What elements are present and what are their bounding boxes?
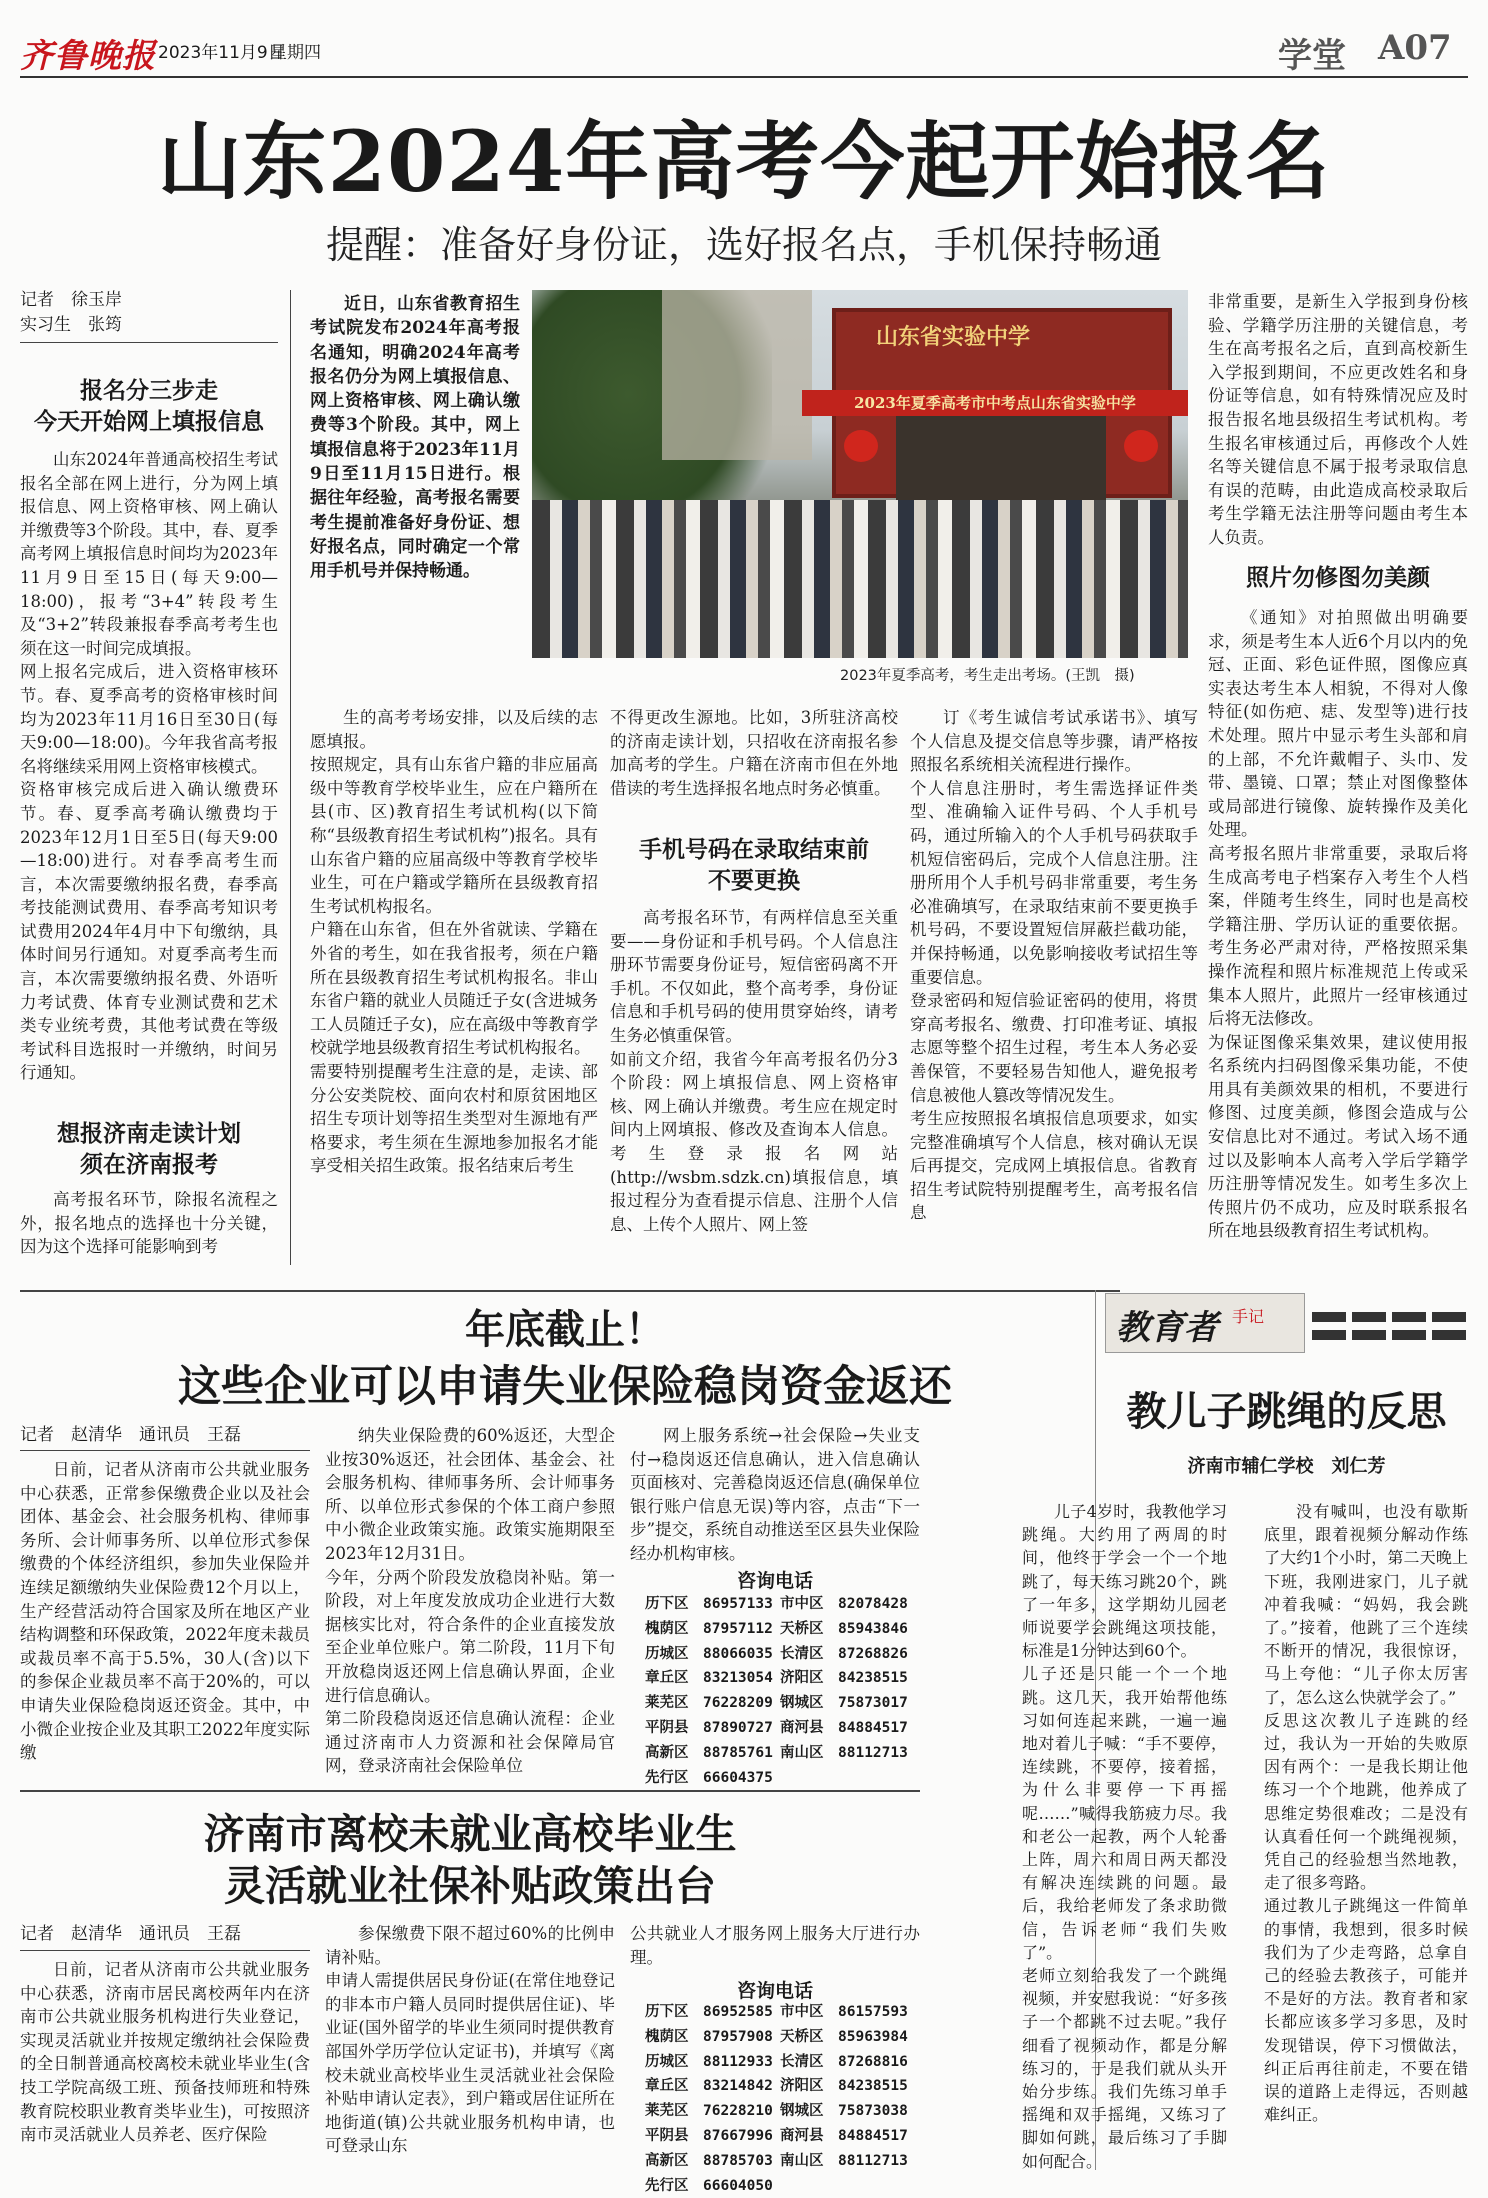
article-column-3b: 高考报名环节，有两样信息至关重要——身份证和手机号码。个人信息注册环节需要身份证号，短信密码离不开手机。不仅如此，整个高考季，身份证信息和手机号码的使用贯穿始终，请考生务必慎重保管。 如前文介绍，我省今年高考报名仍分3个阶段：网上填报信息、网上资格审核、网上确认并缴费。考生应在规定时间内上网填报、修改及查询本人信息。考生登录报名网站(http://wsbm.sdzk.cn)填报信息，填报过程分为查看提示信息、注册个人信息、上传个人照片、网上签: [610, 908, 898, 1234]
phone-row: [645, 2000, 915, 2025]
phone-entry: 市中区 86157593: [780, 2004, 908, 2020]
photo-lantern-right: [1124, 430, 1158, 462]
phone-row: [645, 1617, 915, 1642]
phone-row: [645, 2099, 915, 2124]
phone-entry: 天桥区 85963984: [780, 2028, 908, 2045]
column-logo-stripes: [1312, 1312, 1468, 1322]
photo-banner: 2023年夏季高考市中考点山东省实验中学: [802, 390, 1188, 416]
phone-entry: 南山区 88112713: [780, 1744, 908, 1761]
article-column-4: 订《考生诚信考试承诺书》、填写个人信息及提交信息等步骤，请严格按照报名系统相关流程进行操作。 个人信息注册时，考生需选择证件类型、准确输入证件号码、个人手机号码，通过所输入的个人手机号码获取手机短信密码后，完成个人信息注册。注册所用个人手机号码非常重要，考生务必准确填写，在录取结束前不要更换手机号码，不要设置短信屏蔽拦截功能，并保持畅通，以免影响接收考试招生等重要信息。 登录密码和短信验证密码的使用，将贯穿高考报名、缴费、打印准考证、填报志愿等整个招生过程，考生本人务必妥善保管，不要轻易告知他人，避免报考信息被他人篡改等情况发生。 考生应按照报名填报信息项要求，如实完整准确填写个人信息，核对确认无误后再提交，完成网上填报信息。省教育招生考试院特别提醒考生，高考报名信息: [910, 708, 1198, 1223]
headline: 山东2024年高考今起开始报名: [157, 112, 1331, 211]
photo-gate-name: 山东省实验中学: [876, 324, 1031, 350]
phone-entry: 高新区 88785761: [645, 1744, 773, 1761]
column-logo-box: [1105, 1293, 1305, 1353]
article-column-3: 不得更改生源地。比如，3所驻济高校的济南走读计划，只招收在济南报名参加高考的学生。户籍在济南市但在外地借读的考生选择报名地点时务必慎重。: [610, 708, 898, 798]
byline-2: 记者 赵清华 通讯员 王磊: [20, 1425, 241, 1445]
phone-entry: 天桥区 85943846: [780, 1620, 908, 1637]
header-rule: [20, 76, 1468, 78]
phone-row: [645, 1716, 915, 1741]
essay-column-1: 儿子4岁时，我教他学习跳绳。大约用了两周的时间，他终于学会一个一个地跳了，每天练习跳20个，跳了一年多，这学期幼儿园老师说要学会跳绳这项技能，标准是1分钟达到60个。 儿子还是只能一个一个地跳。这几天，我开始帮他练习如何连起来跳，一遍一遍地对着儿子喊：“手不要停，连续跳，不要停，接着摇，为什么非要停一下再摇呢……”喊得我筋疲力尽。我和老公一起教，两个人轮番上阵，周六和周日两天都没有解决连续跳的问题。最后，我给老师发了条求助微信，告诉老师“我们失败了”。 老师立刻给我发了一个跳绳视频，并安慰我说：“好多孩子一个都跳不过去呢。”我仔细看了视频动作，都是分解练习的，于是我们就从头开始分步练。我们先练习单手摇绳和双手摇绳，又练习了脚如何跳，最后练习了手脚如何配合。: [1022, 1502, 1227, 2171]
phone-row: [645, 1666, 915, 1691]
phone-entry: 历下区 86952585: [645, 2004, 773, 2020]
phone-entry: [780, 2174, 915, 2198]
phone-row: [645, 1741, 915, 1766]
a3-column-3: 公共就业人才服务网上服务大厅进行办理。: [630, 1924, 920, 1967]
phone-entry: 历下区 86957133: [645, 1596, 773, 1612]
phone-entry: 历城区 88066035: [645, 1645, 773, 1662]
a2-column-1: 日前，记者从济南市公共就业服务中心获悉，正常参保缴费企业以及社会团体、基金会、社会服务机构、律师事务所、会计师事务所、以单位形式参保缴费的个体经济组织，参加失业保险并连续足额缴纳失业保险费12个月以上，生产经营活动符合国家及所在地区产业结构调整和环保政策，2022年度未裁员或裁员率不高于5.5%，30人(含)以下的参保企业裁员率不高于20%的，可以申请失业保险稳岗返还资金。其中，中小微企业按企业及其职工2022年度实际缴: [20, 1460, 310, 1763]
page-number: A07: [1378, 28, 1452, 68]
phone-row: [645, 2174, 915, 2198]
headline-3-line1: 济南市离校未就业高校毕业生: [203, 1810, 737, 1858]
byline-reporter: 记者 徐玉岸: [20, 290, 122, 310]
headline-2-kicker: 年底截止！: [465, 1306, 665, 1353]
a3-phone-title: 咨询电话: [736, 1980, 813, 2002]
article-column-5b: 《通知》对拍照做出明确要求，须是考生本人近6个月以内的免冠、正面、彩色证件照，图像应真实表达考生本人相貌，不得对人像特征(如伤疤、痣、发型等)进行技术处理。照片中显示考生头部和肩的上部，不允许戴帽子、头巾、发带、墨镜、口罩；禁止对图像整体或局部进行镜像、旋转操作及美化处理。 高考报名照片非常重要，录取后将生成高考电子档案存入考生个人档案，伴随考生终生，同时也是高校学籍注册、学历认证的重要依据。考生务必严肃对待，严格按照采集操作流程和照片标准规范上传或采集本人照片，此照片一经审核通过后将无法修改。 为保证图像采集效果，建议使用报名系统内扫码图像采集功能，不使用具有美颜效果的相机，不要进行修图、过度美颜，修图会造成与公安信息比对不通过。考试入场不通过以及影响本人高考入学后学籍学历注册等情况发生。如考生多次上传照片仍不成功，应及时联系报名所在地县级教育招生考试机构。: [1208, 608, 1468, 1241]
phone-entry: 高新区 88785703: [645, 2152, 773, 2169]
masthead-logo: 齐鲁晚报: [20, 36, 156, 75]
phone-row: [645, 2124, 915, 2149]
phone-entry: 钢城区 75873038: [780, 2103, 908, 2120]
subhead-phone: 手机号码在录取结束前 不要更换: [639, 836, 869, 894]
byline-2-rule: [20, 1450, 310, 1451]
headline-3-line2: 灵活就业社保补贴政策出台: [224, 1862, 716, 1910]
phone-entry: 济阳区 84238515: [780, 1670, 908, 1687]
photo-crowd: [532, 500, 1188, 658]
column-logo-suffix: 手记: [1232, 1307, 1265, 1326]
article-column-2: 生的高考考场安排，以及后续的志愿填报。 按照规定，具有山东省户籍的非应届高级中等教育学校毕业生，应在户籍所在县(市、区)教育招生考试机构(以下简称“县级教育招生考试机构”)报名。具有山东省户籍的应届高级中等教育学校毕业生，可在户籍或学籍所在县级教育招生考试机构报名。 户籍在山东省，但在外省就读、学籍在外省的考生，如在我省报考，须在户籍所在县级教育招生考试机构报名。非山东省户籍的就业人员随迁子女(含进城务工人员随迁子女)，应在高级中等教育学校就学地县级教育招生考试机构报名。 需要特别提醒考生注意的是，走读、部分公安类院校、面向农村和原贫困地区招生专项计划等招生类型对生源地有严格要求，考生须在生源地参加报名才能享受相关招生政策。报名结束后考生: [310, 708, 598, 1176]
phone-row: [645, 1642, 915, 1667]
a2-phone-title: 咨询电话: [736, 1570, 813, 1592]
phone-row: [645, 1691, 915, 1716]
phone-entry: 槐荫区 87957112: [645, 1620, 773, 1637]
phone-entry: 莱芜区 76228210: [645, 2103, 773, 2120]
byline-rule: [20, 342, 278, 343]
a2-column-3: 网上服务系统→社会保险→失业支付→稳岗返还信息确认，进入信息确认页面核对、完善稳岗返还信息(确保单位银行账户信息无误)等内容，点击“下一步”提交，系统自动推送至区县失业保险经办机构审核。: [630, 1426, 920, 1563]
phone-entry: 槐荫区 87957908: [645, 2028, 773, 2045]
column-divider: [290, 290, 291, 1265]
article-divider: [20, 1290, 1120, 1292]
exam-photo: [532, 290, 1188, 658]
phone-entry: 钢城区 75873017: [780, 1695, 908, 1712]
phone-row: [645, 2050, 915, 2075]
phone-entry: 济阳区 84238515: [780, 2078, 908, 2095]
a2-column-2: 纳失业保险费的60%返还，大型企业按30%返还，社会团体、基金会、社会服务机构、律师事务所、会计师事务所、以单位形式参保的个体工商户参照中小微企业政策实施。政策实施期限至2023年12月31日。 今年，分两个阶段发放稳岗补贴。第一阶段，对上年度发放成功企业进行大数据核实比对，符合条件的企业直接发放至企业单位账户。第二阶段，11月下旬开放稳岗返还网上信息确认界面，企业进行信息确认。 第二阶段稳岗返还信息确认流程：企业通过济南市人力资源和社会保障局官网，登录济南社会保险单位: [325, 1426, 615, 1776]
a2-phone-table: [645, 1592, 915, 1790]
a3-phone-table: [645, 2000, 915, 2198]
phone-entry: 长清区 87268816: [780, 2053, 908, 2070]
column-logo-text: 教育者: [1116, 1308, 1218, 1348]
a3-column-2: 参保缴费下限不超过60%的比例申请补贴。 申请人需提供居民身份证(在常住地登记的非本市户籍人员同时提供居住证)、毕业证(国外留学的毕业生须同时提供教育部国外学历学位认定证书)，并填写《离校未就业高校毕业生灵活就业社会保险补贴申请认定表》，到户籍或居住证所在地街道(镇)公共就业服务机构申请，也可登录山东: [325, 1924, 615, 2156]
phone-row: [645, 2149, 915, 2174]
phone-row: [645, 2074, 915, 2099]
phone-entry: 平阴县 87667996: [645, 2127, 773, 2144]
issue-date: 2023年11月9日: [158, 43, 285, 63]
phone-entry: 历城区 88112933: [645, 2053, 773, 2070]
phone-entry: 南山区 88112713: [780, 2152, 908, 2169]
phone-entry: 莱芜区 76228209: [645, 1695, 773, 1712]
phone-entry: 先行区 66604050: [645, 2177, 773, 2194]
phone-row: [645, 1766, 915, 1791]
lead-paragraph: 近日，山东省教育招生考试院发布2024年高考报名通知，明确2024年高考报名仍分为网上填报信息、网上资格审核、网上确认缴费等3个阶段。其中，网上填报信息将于2023年11月9日至11月15日进行。根据往年经验，高考报名需要考生提前准备好身份证、想好报名点，同时确定一个常用手机号并保持畅通。: [310, 294, 520, 582]
photo-caption: 2023年夏季高考，考生走出考场。(王凯 摄): [840, 668, 1135, 684]
essay-column-2: 没有喊叫，也没有歇斯底里，跟着视频分解动作练了大约1个小时，第二天晚上下班，我刚进家门，儿子就冲着我喊：“妈妈，我会跳了。”接着，他跳了三个连续不断开的情况，我很惊讶，马上夸他：“儿子你太厉害了，怎么这么快就学会了。” 反思这次教儿子连跳的经过，我认为一开始的失败原因有两个：一是我长期让他练习一个个地跳，他养成了思维定势很难改；二是没有认真看任何一个跳绳视频，凭自己的经验想当然地教，走了很多弯路。 通过教儿子跳绳这一件简单的事情，我想到，很多时候我们为了少走弯路，总拿自己的经验去教孩子，可能并不是好的方法。教育者和家长都应该多学习多思，及时发现错误，停下习惯做法，纠正后再往前走，不要在错误的道路上走得远，否则越难纠正。: [1264, 1502, 1468, 2125]
column-logo-stripes-2: [1312, 1330, 1468, 1340]
issue-weekday: 星期四: [270, 43, 321, 63]
byline-3-rule: [20, 1950, 310, 1951]
phone-entry: 商河县 84884517: [780, 2127, 908, 2144]
essay-author: 济南市辅仁学校 刘仁芳: [1187, 1456, 1386, 1477]
phone-row: [645, 1592, 915, 1617]
photo-gate-opening: [896, 402, 1106, 502]
subhead-jinan-commute: 想报济南走读计划 须在济南报考: [57, 1120, 241, 1178]
byline-intern: 实习生 张筠: [20, 315, 122, 335]
photo-building: [662, 290, 812, 460]
phone-entry: 先行区 66604375: [645, 1769, 773, 1786]
essay-title: 教儿子跳绳的反思: [1126, 1388, 1447, 1435]
phone-entry: [780, 1766, 915, 1791]
phone-row: [645, 2025, 915, 2050]
article-column-1: 山东2024年普通高校招生考试报名全部在网上进行，分为网上填报信息、网上资格审核、网上确认并缴费等3个阶段。其中，春、夏季高考网上填报信息时间均为2023年11月9日至15日(每天9:00—18:00)，报考“3+4”转段考生及“3+2”转段兼报春季高考考生也须在这一时间完成填报。 网上报名完成后，进入资格审核环节。春、夏季高考的资格审核时间均为2023年11月16日至30日(每天9:00—18:00)。今年我省高考报名将继续采用网上资格审核模式。 资格审核完成后进入确认缴费环节。春、夏季高考确认缴费均于2023年12月1日至5日(每天9:00—18:00)进行。对春季高考生而言，本次需要缴纳报名费，春季高考技能测试费用、春季高考知识考试费用2024年4月中下旬缴纳，具体时间另行通知。对夏季高考生而言，本次需要缴纳报名费、外语听力考试费、体育专业测试费和艺术类专业统考费，其他考试费在等级考试科目选报时一并缴纳，时间另行通知。: [20, 450, 278, 1083]
phone-entry: 市中区 82078428: [780, 1596, 908, 1612]
photo-lantern-left: [844, 430, 878, 462]
headline-2: 这些企业可以申请失业保险稳岗资金返还: [178, 1362, 952, 1412]
a3-column-1: 日前，记者从济南市公共就业服务中心获悉，济南市居民离校两年内在济南市公共就业服务机构进行失业登记，实现灵活就业并按规定缴纳社会保险费的全日制普通高校离校未就业毕业生(含技工学院高级工班、预备技师班和特殊教育院校职业教育类毕业生)，可按照济南市灵活就业人员养老、医疗保险: [20, 1960, 310, 2145]
phone-entry: 章丘区 83213054: [645, 1670, 773, 1687]
article-column-5: 非常重要，是新生入学报到身份核验、学籍学历注册的关键信息，考生在高考报名之后，直到高校新生入学报到期间，不应更改姓名和身份证等信息，如有特殊情况应及时报告报名地县级招生考试机构。考生报名审核通过后，再修改个人姓名等关键信息不属于报考录取信息有误的范畴，由此造成高校录取后考生学籍无法注册等问题由考生本人负责。: [1208, 292, 1468, 547]
phone-entry: 平阴县 87890727: [645, 1719, 773, 1736]
subheadline: 提醒：准备好身份证，选好报名点，手机保持畅通: [325, 223, 1162, 267]
phone-entry: 长清区 87268826: [780, 1645, 908, 1662]
subhead-photo: 照片勿修图勿美颜: [1246, 564, 1430, 591]
section-name: 学堂: [1278, 36, 1346, 76]
article-column-1b: 高考报名环节，除报名流程之外，报名地点的选择也十分关键，因为这个选择可能影响到考: [20, 1190, 278, 1257]
subhead-steps: 报名分三步走 今天开始网上填报信息: [34, 377, 264, 435]
byline-3: 记者 赵清华 通讯员 王磊: [20, 1924, 241, 1944]
phone-entry: 章丘区 83214842: [645, 2078, 773, 2095]
phone-entry: 商河县 84884517: [780, 1719, 908, 1736]
article-divider-2: [20, 1790, 920, 1792]
